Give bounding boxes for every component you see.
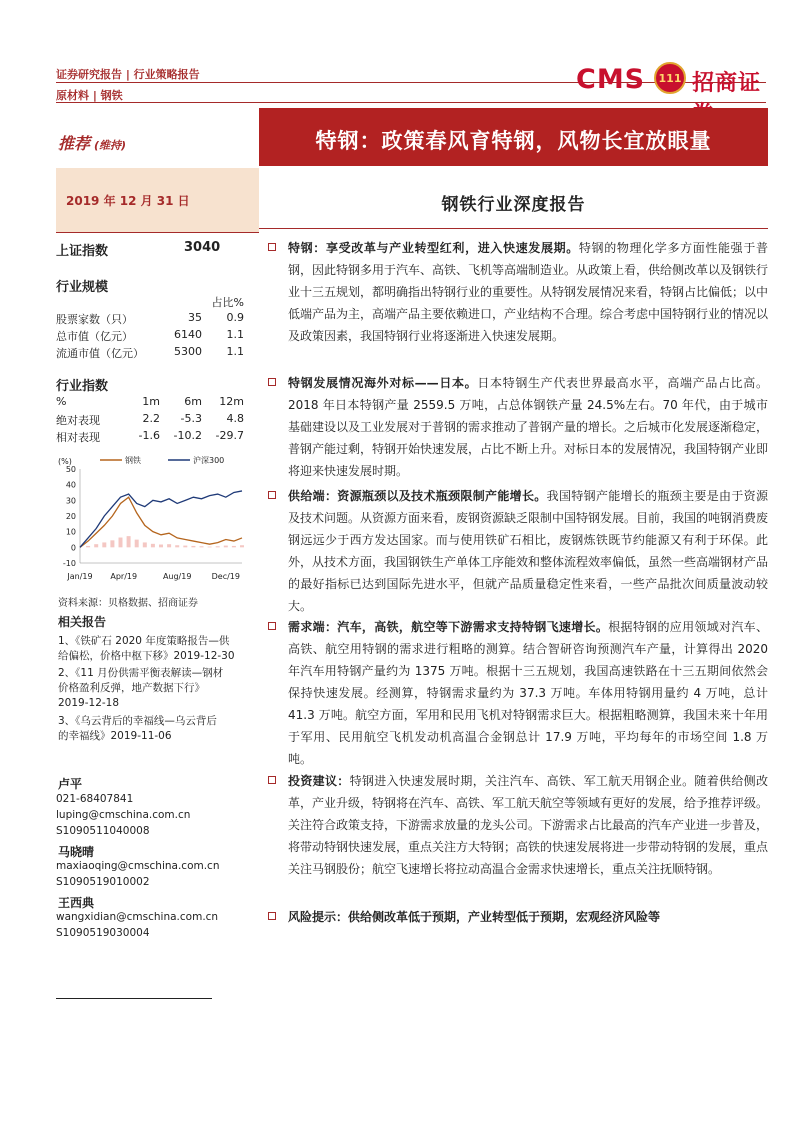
report-title: 特钢：政策春风育特钢，风物长宜放眼量 <box>315 128 712 153</box>
logo-badge-icon <box>654 62 686 94</box>
rating-sub: (维持) <box>94 139 127 152</box>
legend-label: 沪深300 <box>193 456 225 465</box>
paragraph-supply: 供给端：资源瓶颈以及技术瓶颈限制产能增长。我国特钢产能增长的瓶颈主要是由于资源及技术问题。从资源方面来看，废钢资源缺乏限制中国特钢发展。目前，我国的吨钢消费废钢远远少于西方发达国家。而与使用铁矿石相比，废钢炼铁既节约能源又有利于环保。此外，从技术方面，我国钢铁生产单体工序能效和整体流程效率偏低，虽然一些高端钢材产品的最好指标已达到国际先进水平，但就产品质量稳定性来看，一些产品批次间质量波动较大。 <box>268 485 768 617</box>
sidebar-rule <box>56 232 259 233</box>
date-box <box>56 168 259 232</box>
logo-latin: CMS <box>576 64 646 95</box>
volume-bar <box>167 544 171 547</box>
perf-heading: 行业指数 <box>56 379 109 394</box>
bullet-icon <box>268 622 276 630</box>
volume-bar <box>135 540 139 548</box>
industry-index-chart <box>56 455 246 583</box>
scale-table <box>56 294 246 364</box>
paragraph-japan-benchmark: 特钢发展情况海外对标——日本。日本特钢生产代表世界最高水平，高端产品占比高。2018 年日本特钢产量 2559.5 万吨，占总体钢铁产量 24.5%左右。70 年代，由于城市基础建设以及工业发展对于普钢的需求推动了普钢产量的增长。之后城市化发展逐渐稳定，普钢产能过剩，特钢开始快速发展，占比不断上升。对标日本的发展情况，我国特钢产业即将迎来快速发展时期。 <box>268 372 768 482</box>
x-tick-label: Aug/19 <box>162 572 192 581</box>
volume-bar <box>191 546 195 547</box>
volume-bar <box>127 536 131 547</box>
scale-col-header: 占比% <box>211 296 244 309</box>
volume-bar <box>240 545 244 547</box>
analyst-email[interactable]: wangxidian@cmschina.com.cn <box>56 911 219 923</box>
rating <box>58 131 126 154</box>
bullet-icon <box>268 776 276 784</box>
bullet-icon <box>268 912 276 920</box>
paragraph-demand: 需求端：汽车，高铁，航空等下游需求支持特钢飞速增长。根据特钢的应用领域对汽车、高铁、航空用特钢的需求进行粗略的测算。结合智研咨询预测汽车产量，计算得出 2020 年汽车用特钢产量约为 1375 万吨。根据十三五规划，我国高速铁路在十三五期间依然会保持快速发展。经测算，特钢需求量约为 37.3 万吨。车体用特钢用量约 4 万吨，总计 41.3 万吨。航空方面，军用和民用飞机对特钢需求巨大。根据粗略测算，我国未来十年用于军用、民用航空飞机发动机高温合金钢总计 17.9 万吨，平均每年的市场空间 1.8 万吨。 <box>268 616 768 770</box>
analyst-cert: S1090519030004 <box>56 927 150 939</box>
rating-label: 推荐 <box>58 134 91 153</box>
table-row: 总市值（亿元） 6140 1.1 <box>56 328 244 343</box>
cms-logo <box>576 62 766 98</box>
y-tick-label: 40 <box>65 480 76 490</box>
y-tick-label: 0 <box>70 543 76 553</box>
legend-label: 钢铁 <box>125 456 141 465</box>
volume-bar <box>94 544 98 547</box>
analyst-name: 卢平 <box>58 777 83 791</box>
volume-bar <box>86 546 90 547</box>
report-subtitle: 钢铁行业深度报告 <box>441 195 586 215</box>
footnote-rule <box>56 998 212 999</box>
table-row: 相对表现 -1.6 -10.2 -29.7 <box>56 429 244 444</box>
volume-bar <box>143 542 147 547</box>
header-sector: 原材料 | 钢铁 <box>56 89 123 102</box>
scale-heading: 行业规模 <box>56 280 109 295</box>
y-tick-label: 20 <box>65 512 76 521</box>
index-label: 上证指数 <box>56 244 109 259</box>
volume-bar <box>232 546 236 547</box>
related-item[interactable]: 2、《11 月份供需平衡表解读—钢材 价格盈利反弹，地产数据下行》 2019-12-18 <box>58 667 224 709</box>
volume-bar <box>183 546 187 548</box>
main-rule <box>259 228 768 229</box>
volume-bar <box>200 546 204 547</box>
report-date: 2019 年 12 月 31 日 <box>66 194 190 208</box>
analyst-name: 马晓晴 <box>58 845 95 859</box>
volume-bar <box>110 540 114 547</box>
analyst-email[interactable]: maxiaoqing@cmschina.com.cn <box>56 860 220 872</box>
bullet-icon <box>268 378 276 386</box>
perf-header-row: % 1m 6m 12m <box>56 395 244 408</box>
header-report-type: 证券研究报告 | 行业策略报告 <box>56 68 200 81</box>
analyst-email[interactable]: luping@cmschina.com.cn <box>56 809 191 821</box>
scale-header-row <box>56 294 246 309</box>
volume-bar <box>151 544 155 548</box>
y-tick-label: 50 <box>65 465 76 474</box>
paragraph-special-steel: 特钢：享受改革与产业转型红利，进入快速发展期。特钢的物理化学多方面性能强于普钢，因此特钢多用于汽车、高铁、飞机等高端制造业。从政策上看，供给侧改革以及钢铁行业十三五规划，都明确指出特钢行业的重要性。从特钢发展情况来看，特钢占比偏低；以中低端产品为主，高端产品主要依赖进口，产业结构不合理。综合考虑中国特钢行业的情况以及政策因素，我国特钢行业将逐渐进入快速发展期。 <box>268 237 768 347</box>
bullet-icon <box>268 243 276 251</box>
x-tick-label: Apr/19 <box>110 572 138 581</box>
y-tick-label: -10 <box>62 559 76 568</box>
index-value: 3040 <box>184 240 221 255</box>
related-item[interactable]: 1、《铁矿石 2020 年度策略报告—供 给偏松，价格中枢下移》2019-12-30 <box>58 635 235 662</box>
title-banner <box>259 108 768 166</box>
volume-bar <box>224 546 228 548</box>
volume-bar <box>175 545 179 547</box>
volume-bar <box>119 538 123 548</box>
table-row: 绝对表现 2.2 -5.3 4.8 <box>56 412 244 427</box>
volume-bar <box>102 542 106 547</box>
x-tick-label: Dec/19 <box>211 572 240 581</box>
chart-source: 资料来源：贝格数据、招商证券 <box>58 598 198 609</box>
y-tick-label: 30 <box>65 496 76 506</box>
bullet-icon <box>268 491 276 499</box>
related-heading: 相关报告 <box>58 615 107 629</box>
analyst-phone: 021-68407841 <box>56 793 134 805</box>
perf-table <box>56 395 246 445</box>
paragraph-investment: 投资建议：特钢进入快速发展时期，关注汽车、高铁、军工航天用钢企业。随着供给侧改革，产业升级，特钢将在汽车、高铁、军工航天航空等领域有更好的发展，给予推荐评级。关注符合政策支持，下游需求放量的龙头公司。下游需求占比最高的汽车产业进一步普及，将带动特钢快速发展，重点关注方大特钢；高铁的快速发展将进一步带动特钢的发展，重点关注马钢股份；航空飞速增长将拉动高温合金需求快速增长，重点关注抚顺特钢。 <box>268 770 768 880</box>
table-row: 流通市值（亿元） 5300 1.1 <box>56 345 244 360</box>
analyst-cert: S1090511040008 <box>56 825 150 837</box>
logo-chinese: 招商证 <box>692 71 762 96</box>
table-row: 股票家数（只） 35 0.9 <box>56 311 244 326</box>
paragraph-risk: 风险提示：供给侧改革低于预期，产业转型低于预期，宏观经济风险等 <box>268 906 768 928</box>
volume-bar <box>216 546 220 547</box>
chart-svg <box>56 455 246 583</box>
volume-bar <box>208 547 212 548</box>
series-line-hs300 <box>80 491 242 547</box>
y-tick-label: 10 <box>65 527 76 537</box>
y-axis-label: (%) <box>58 457 72 466</box>
logo-badge-text: 111 <box>658 72 682 85</box>
index-row <box>56 240 246 259</box>
volume-bar <box>159 545 163 548</box>
related-item[interactable]: 3、《乌云背后的幸福线—乌云背后 的幸福线》2019-11-06 <box>58 715 217 742</box>
analyst-name: 王西典 <box>58 896 95 910</box>
x-tick-label: Jan/19 <box>67 572 93 581</box>
series-line-steel <box>80 497 242 547</box>
header-rule-bottom <box>56 102 766 103</box>
analyst-cert: S1090519010002 <box>56 876 150 888</box>
